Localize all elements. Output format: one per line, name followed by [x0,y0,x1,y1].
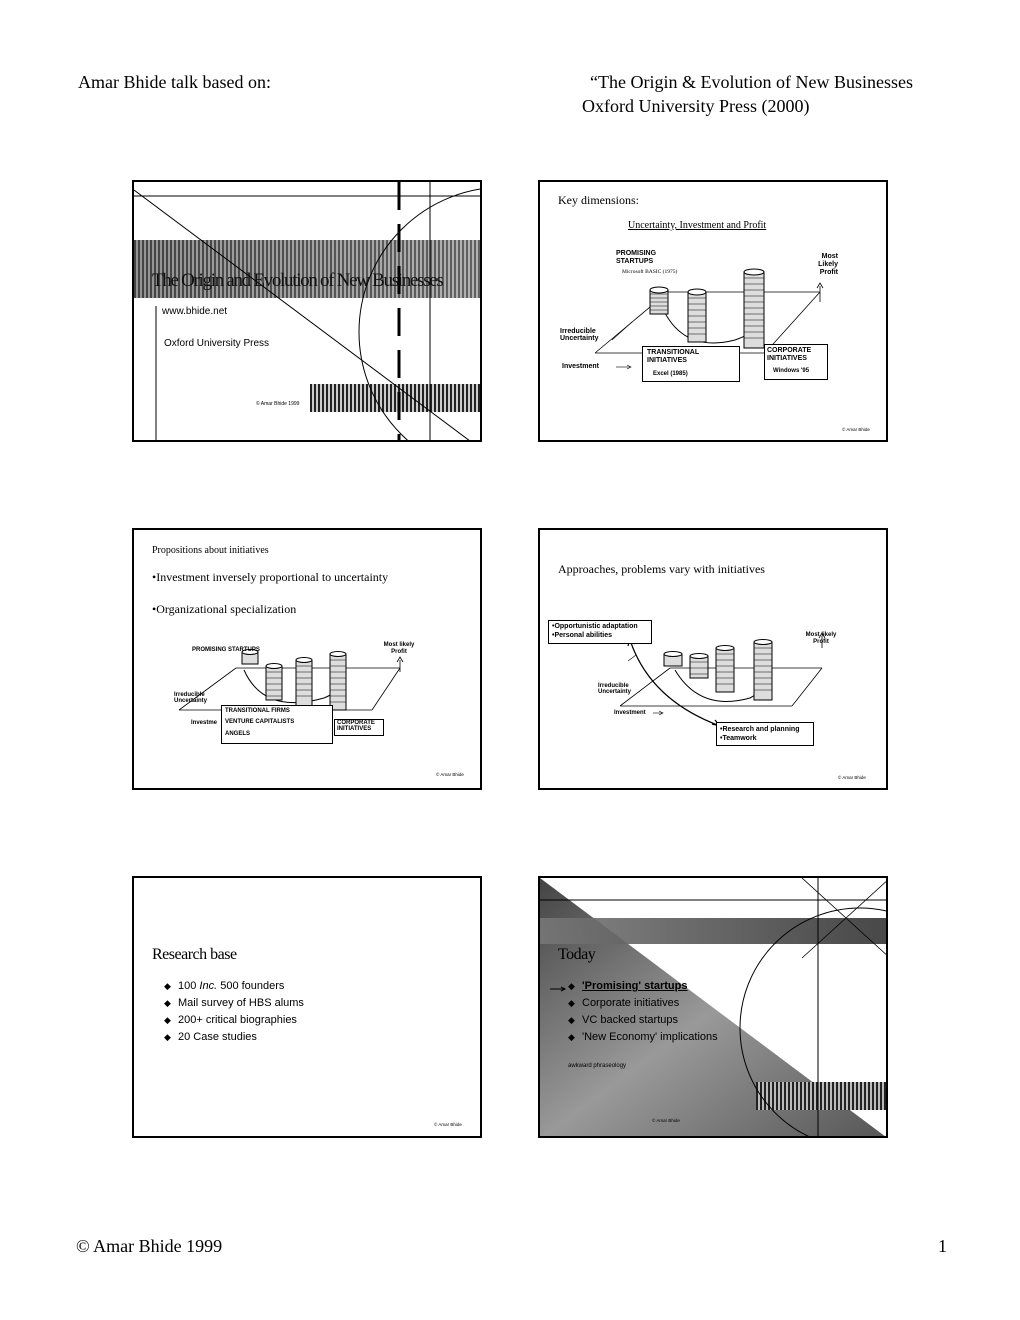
slide2-most-likely: Most Likely Profit [818,253,838,276]
diamond-bullet-icon: ◆ [164,1032,171,1042]
list-item: ◆ Corporate initiatives [568,997,680,1009]
slide3-irreducible: Irreducible Uncertainty [174,692,208,704]
slide2-transitional-label: TRANSITIONAL INITIATIVES [647,349,699,364]
diamond-bullet-icon: ◆ [568,1015,575,1025]
slide4-box1-line2: •Personal abilities [552,632,613,639]
slide-research-base [132,876,482,1138]
header-right-line1: “The Origin & Evolution of New Businesses [590,72,913,92]
slide2-corporate-box [764,344,828,380]
slide2-irreducible: Irreducible Uncertainty [560,328,599,342]
slide3-investment: Investme [191,720,218,726]
slide6-list [560,980,718,1048]
slide1-publisher: Oxford University Press [164,338,270,349]
slide6-copyright: © Amar Bhide [652,1118,680,1123]
slide4-most-likely: Most likely Profit [805,632,837,645]
slide3-copyright: © Amar Bhide [436,772,464,777]
slide4-box-startups [548,620,652,644]
slide2-windows: Windows '95 [773,368,810,374]
diamond-bullet-icon: ◆ [164,981,171,991]
slide3-corporate-label: CORPORATE INITIATIVES [337,720,375,732]
slide2-excel: Excel (1985) [653,371,688,377]
diamond-bullet-icon: ◆ [164,998,171,1008]
header-left: Amar Bhide talk based on: [78,72,271,92]
slide4-box-corporate [716,722,814,746]
list-item: ◆ Mail survey of HBS alums [164,997,304,1009]
slide1-url: www.bhide.net [162,306,228,317]
diamond-bullet-icon: ◆ [568,1032,575,1042]
slide3-heading: Propositions about initiatives [152,545,269,556]
slide4-copyright: © Amar Bhide [838,775,866,780]
slide2-ms-basic: Microsoft BASIC (1975) [622,269,678,275]
page-number: 1 [938,1236,947,1256]
header-right-line2: Oxford University Press (2000) [582,96,810,116]
slide3-vc-label: VENTURE CAPITALISTS [225,719,295,725]
slide3-bullet1: •Investment inversely proportional to uncertainty [152,570,389,584]
slide3-transitional-label: TRANSITIONAL FIRMS [225,708,290,714]
slide5-title: Research base [152,946,237,963]
list-item: ◆ 100 Inc. 500 founders [164,980,285,992]
slide4-box2-line1: •Research and planning [720,726,800,733]
diamond-bullet-icon: ◆ [164,1015,171,1025]
slide4-heading: Approaches, problems vary with initiatives [558,562,765,576]
slide1-copyright: © Amar Bhide 1999 [256,401,300,407]
diamond-bullet-icon: ◆ [568,981,575,991]
slide2-transitional-box [642,346,740,382]
slide3-bullet2: •Organizational specialization [152,602,297,616]
slide1-title: The Origin and Evolution of New Businesses [152,270,443,291]
slide5-copyright: © Amar Bhide [434,1122,462,1127]
slide3-most-likely: Most likely Profit [383,642,415,655]
slide3-transitional-box [221,705,333,744]
slide2-heading: Key dimensions: [558,193,639,207]
slide6-note: awkward phraseology [568,1063,627,1069]
slide-today [538,876,888,1138]
slide6-title: Today [558,946,596,963]
slide4-irreducible: Irreducible Uncertainty [598,683,632,695]
slide3-corporate-box [334,719,384,736]
slide-title [132,180,482,442]
list-item: ◆ 20 Case studies [164,1031,257,1043]
list-item: ◆ 'New Economy' implications [568,1031,718,1043]
slide2-promising-label: PROMISING STARTUPS [616,250,657,265]
slide-propositions [132,528,482,790]
list-item: ◆ 'Promising' startups [568,980,688,992]
slide3-promising-label: PROMISING STARTUPS [192,647,260,653]
slide2-copyright: © Amar Bhide [842,427,870,432]
slide-approaches [538,528,888,790]
slide-key-dimensions [538,180,888,442]
slide2-corporate-label: CORPORATE INITIATIVES [767,347,812,362]
list-item: ◆ 200+ critical biographies [164,1014,297,1026]
slide3-angels-label: ANGELS [225,731,251,737]
list-item: ◆ VC backed startups [568,1014,678,1026]
footer-copyright: © Amar Bhide 1999 [76,1236,223,1256]
slide2-subheading: Uncertainty, Investment and Profit [628,220,767,231]
slide2-investment: Investment [562,363,599,370]
slide5-list [156,980,304,1048]
diamond-bullet-icon: ◆ [568,998,575,1008]
slide4-investment: Investment [614,710,646,716]
slide4-box2-line2: •Teamwork [720,735,757,742]
slide4-box1-line1: •Opportunistic adaptation [552,623,638,630]
